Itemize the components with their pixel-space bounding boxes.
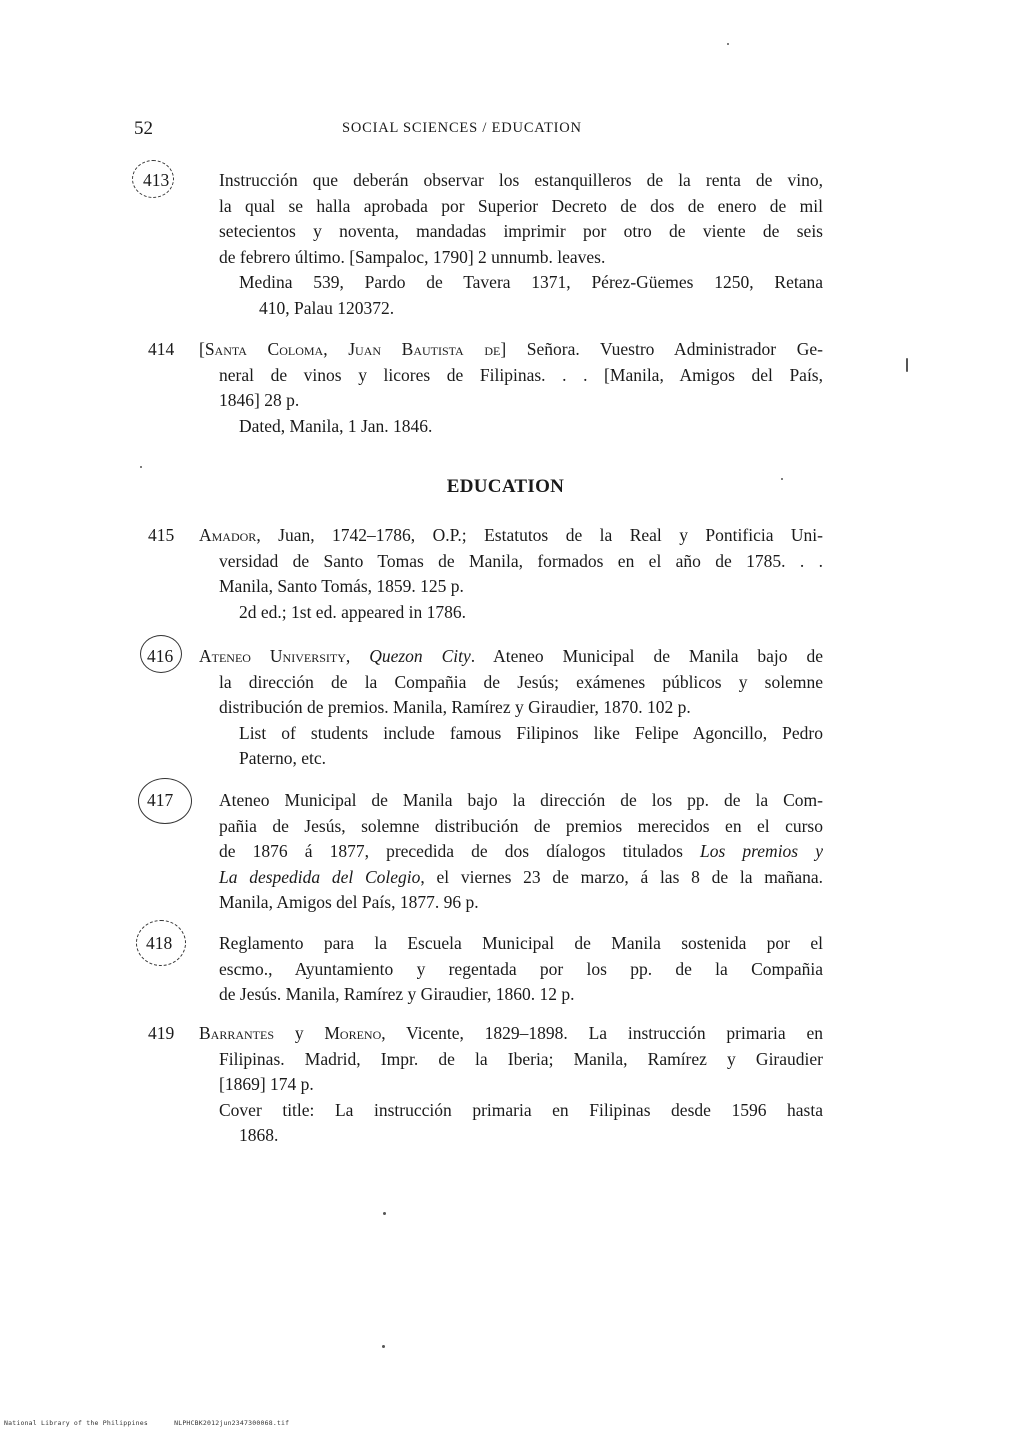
entry-number: 416 [147, 646, 174, 666]
footer-library: National Library of the Philippines [4, 1419, 148, 1427]
note-line: 1868. [239, 1125, 279, 1145]
note-line: Cover title: La instrucción primaria en Filipinas desde 1596 hasta [219, 1099, 823, 1120]
entry-line: Reglamento para la Escuela Municipal de Manila sostenida por el [219, 933, 823, 953]
note-line: Medina 539, Pardo de Tavera 1371, Pérez-Güemes 1250, Retana [239, 272, 823, 292]
handwritten-circle-mark [138, 778, 192, 824]
entry-note [199, 600, 823, 626]
entry-text [219, 788, 823, 916]
entry-line: Filipinas. Madrid, Impr. de la Iberia; Manila, Ramírez y Giraudier [219, 1048, 823, 1069]
handwritten-circle-mark [136, 920, 186, 966]
scan-speck [140, 466, 142, 468]
entry-number: 413 [143, 170, 170, 190]
entry-line: pañia de Jesús, solemne distribución de premios merecidos en el curso [219, 815, 823, 836]
entry-number: 414 [148, 339, 175, 359]
entry-line: Manila, Amigos del País, 1877. 96 p. [219, 892, 479, 912]
entry-number: 418 [146, 933, 173, 953]
entry-number: 417 [147, 790, 174, 810]
entry-text [219, 931, 823, 1008]
entry-title-start: , Juan, 1742–1786, O.P.; Estatutos de la Real y Pontificia Uni- [256, 525, 823, 545]
entry-number: 415 [148, 525, 175, 545]
author-name: Barrantes [199, 1023, 275, 1043]
entry-line: versidad de Santo Tomas de Manila, formados en el año de 1785. . . [219, 550, 823, 571]
section-title: EDUCATION [446, 476, 565, 497]
entry-line: La despedida del Colegio, el viernes 23 de marzo, á las 8 de la mañana. [219, 866, 823, 887]
entry-note [219, 270, 823, 321]
entry-line: escmo., Ayuntamiento y regentada por los pp. de la Compañia [219, 958, 823, 979]
entry-line: neral de vinos y licores de Filipinas. . . [Manila, Amigos del País, [219, 364, 823, 385]
page-number: 52 [134, 118, 153, 139]
entry-text [219, 168, 823, 321]
author-name: Moreno [324, 1023, 382, 1043]
entry-line: de 1876 á 1877, precedida de dos díalogos titulados Los premios y [219, 841, 823, 861]
entry-line: [1869] 174 p. [219, 1074, 314, 1094]
author-name: Ateneo University [199, 646, 346, 666]
entry-number: 419 [148, 1023, 175, 1043]
footer-file-id: NLPHCBK2012jun2347300068.tif [174, 1419, 290, 1427]
entry-line: Ateneo Municipal de Manila bajo la dirección de los pp. de la Com- [219, 790, 823, 810]
entry-line: Instrucción que deberán observar los estanquilleros de la renta de vino, [219, 170, 823, 190]
note-line: 410, Palau 120372. [259, 297, 395, 318]
scan-speck [906, 358, 908, 372]
entry-line: distribución de premios. Manila, Ramírez y Giraudier, 1870. 102 p. [219, 697, 691, 717]
entry-line: la qual se halla aprobada por Superior Decreto de dos de enero de mil [219, 195, 823, 216]
entry-text [199, 337, 823, 439]
entry-note [199, 414, 823, 440]
entry-title-start: , Vicente, 1829–1898. La instrucción primaria en [381, 1023, 824, 1043]
entry-text [199, 523, 823, 625]
note-line: Dated, Manila, 1 Jan. 1846. [239, 415, 433, 436]
scan-speck [382, 1345, 385, 1348]
note-line: Paterno, etc. [239, 748, 326, 768]
entry-line: Manila, Santo Tomás, 1859. 125 p. [219, 576, 464, 596]
entry-text [199, 644, 823, 772]
entry-line: Barrantes y Moreno, Vicente, 1829–1898. La instrucción primaria en [199, 1023, 824, 1043]
italic-title: La despedida del Colegio [219, 866, 421, 887]
entry-line: [Santa Coloma, Juan Bautista de] Señora. Vuestro Administrador Ge- [199, 339, 823, 359]
handwritten-circle-mark [132, 160, 174, 198]
running-title: SOCIAL SCIENCES / EDUCATION [342, 120, 582, 136]
author-name: Santa Coloma, Juan Bautista de [204, 339, 501, 359]
entry-note [199, 1098, 823, 1149]
entry-line: 1846] 28 p. [219, 390, 300, 410]
note-line: 2d ed.; 1st ed. appeared in 1786. [239, 601, 466, 622]
scan-speck [383, 1212, 386, 1215]
running-head [0, 118, 1011, 142]
note-line: List of students include famous Filipinos like Felipe Agoncillo, Pedro [239, 722, 823, 743]
entry-text [199, 1021, 823, 1149]
scan-speck [781, 478, 783, 480]
entry-note [199, 721, 823, 772]
entry-line: la dirección de la Compañia de Jesús; exámenes públicos y solemne [219, 671, 823, 692]
italic-title: Los premios y [699, 841, 823, 861]
handwritten-circle-mark [140, 635, 182, 673]
author-name: Amador [199, 525, 257, 545]
entry-line [199, 523, 823, 549]
scan-speck [727, 43, 729, 45]
place-name: Quezon City [369, 646, 471, 666]
scan-footer [4, 1419, 311, 1427]
entry-title-start: ] Señora. Vuestro Administrador Ge- [500, 339, 823, 359]
entry-line: de Jesús. Manila, Ramírez y Giraudier, 1860. 12 p. [219, 984, 575, 1004]
entry-line: Ateneo University, Quezon City. Ateneo Municipal de Manila bajo de [199, 646, 823, 666]
entry-title-start: . Ateneo Municipal de Manila bajo de [470, 646, 823, 666]
entry-line: setecientos y noventa, mandadas imprimir por otro de viente de seis [219, 221, 823, 241]
entry-line: de febrero último. [Sampaloc, 1790] 2 unnumb. leaves. [219, 246, 606, 267]
